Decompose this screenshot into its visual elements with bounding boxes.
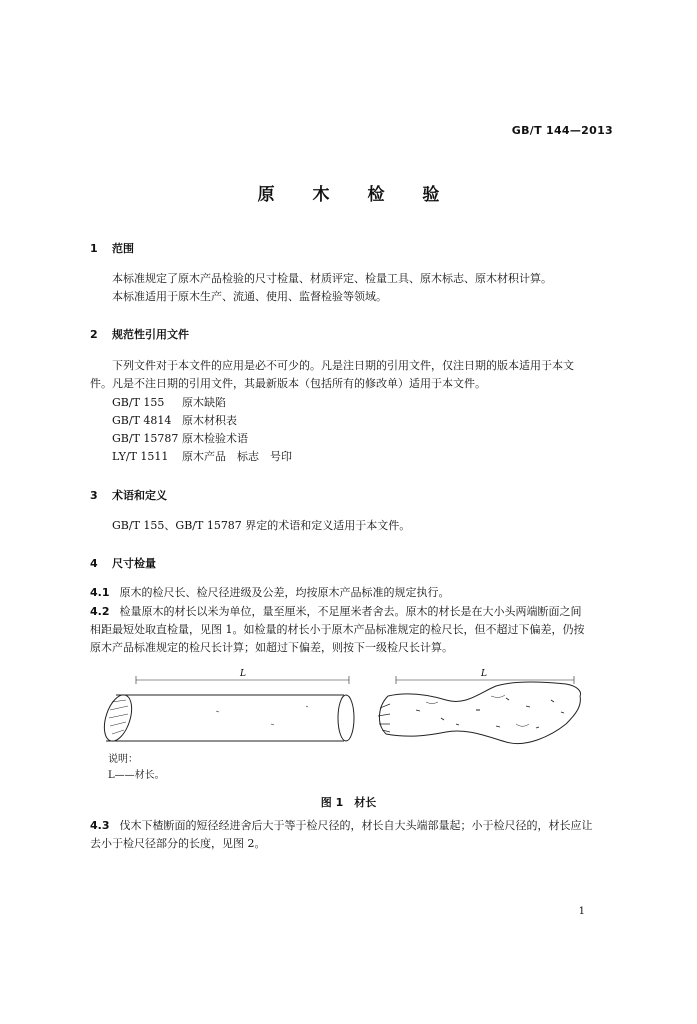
section-title: 规范性引用文件 [112, 328, 189, 341]
straight-log-drawing [99, 676, 354, 745]
paragraph: 件。凡是不注日期的引用文件，其最新版本（包括所有的修改单）适用于本文件。 [90, 377, 486, 390]
dimension-label-l: L [240, 669, 246, 679]
clause-text: 伐木下楂断面的短径经进舍后大于等于检尺径的，材长自大头端部量起；小于检尺径的，材长应让 [119, 819, 593, 832]
reference-code: GB/T 155 [112, 396, 165, 409]
clause-text: 检量原木的材长以米为单位，量至厘米，不足厘米者舍去。原木的材长是在大小头两端断面之间 [119, 605, 582, 618]
clause-number: 4.2 [90, 605, 110, 618]
paragraph: 去小于检尺径部分的长度，见图 2。 [90, 837, 266, 850]
paragraph: 下列文件对于本文件的应用是必不可少的。凡是注日期的引用文件，仅注日期的版本适用于本文 [112, 359, 574, 372]
clause-text: 原木的检尺长、检尺径进级及公差，均按原木产品标准的规定执行。 [119, 586, 450, 599]
section-title: 术语和定义 [112, 489, 167, 502]
section-number: 3 [90, 489, 98, 502]
paragraph: 本标准规定了原木产品检验的尺寸检量、材质评定、检量工具、原木标志、原木材积计算。 [112, 272, 552, 285]
reference-name: 原木材积表 [182, 414, 237, 427]
figure-caption: 图 1 材长 [320, 796, 377, 809]
section-number: 4 [90, 557, 98, 570]
section-title: 范围 [112, 242, 134, 255]
paragraph: 原木产品标准规定的检尺长计算；如超过下偏差，则按下一级检尺长计算。 [90, 641, 453, 654]
legend-title: 说明： [108, 754, 138, 765]
clause-4-2 [90, 603, 612, 621]
clause-number: 4.3 [90, 819, 110, 832]
reference-item [112, 430, 248, 446]
page-number: 1 [578, 906, 585, 917]
reference-item [112, 394, 226, 410]
reference-code: GB/T 4814 [112, 414, 172, 427]
crooked-log-drawing [378, 676, 580, 744]
reference-item [112, 412, 237, 428]
reference-name: 原木检验术语 [182, 432, 248, 445]
document-title: 原 木 检 验 [257, 185, 456, 205]
reference-name: 原木缺陷 [182, 396, 226, 409]
section-4-heading [90, 555, 156, 571]
section-number: 2 [90, 328, 98, 341]
section-2-heading [90, 326, 189, 342]
reference-name: 原木产品 标志 号印 [182, 450, 292, 463]
standard-code: GB/T 144—2013 [511, 124, 613, 137]
legend-item: L——材长。 [108, 770, 165, 781]
section-number: 1 [90, 242, 98, 255]
clause-4-3 [90, 817, 612, 835]
paragraph: 相距最短处取直检量，见图 1。如检量的材长小于原木产品标准规定的检尺长，但不超过下偏差，仍按 [90, 623, 585, 636]
clause-4-1 [90, 584, 612, 602]
section-3-heading [90, 487, 167, 503]
section-1-heading [90, 240, 134, 256]
figure-legend [108, 752, 165, 784]
dimension-label-l: L [481, 669, 487, 679]
paragraph: GB/T 155、GB/T 15787 界定的术语和定义适用于本文件。 [112, 519, 411, 532]
clause-number: 4.1 [90, 586, 110, 599]
paragraph: 本标准适用于原木生产、流通、使用、监督检验等领域。 [112, 290, 387, 303]
reference-item [112, 448, 292, 464]
section-title: 尺寸检量 [112, 557, 156, 570]
reference-code: GB/T 15787 [112, 432, 179, 445]
figure-1-log-drawings [96, 666, 608, 760]
reference-code: LY/T 1511 [112, 450, 169, 463]
